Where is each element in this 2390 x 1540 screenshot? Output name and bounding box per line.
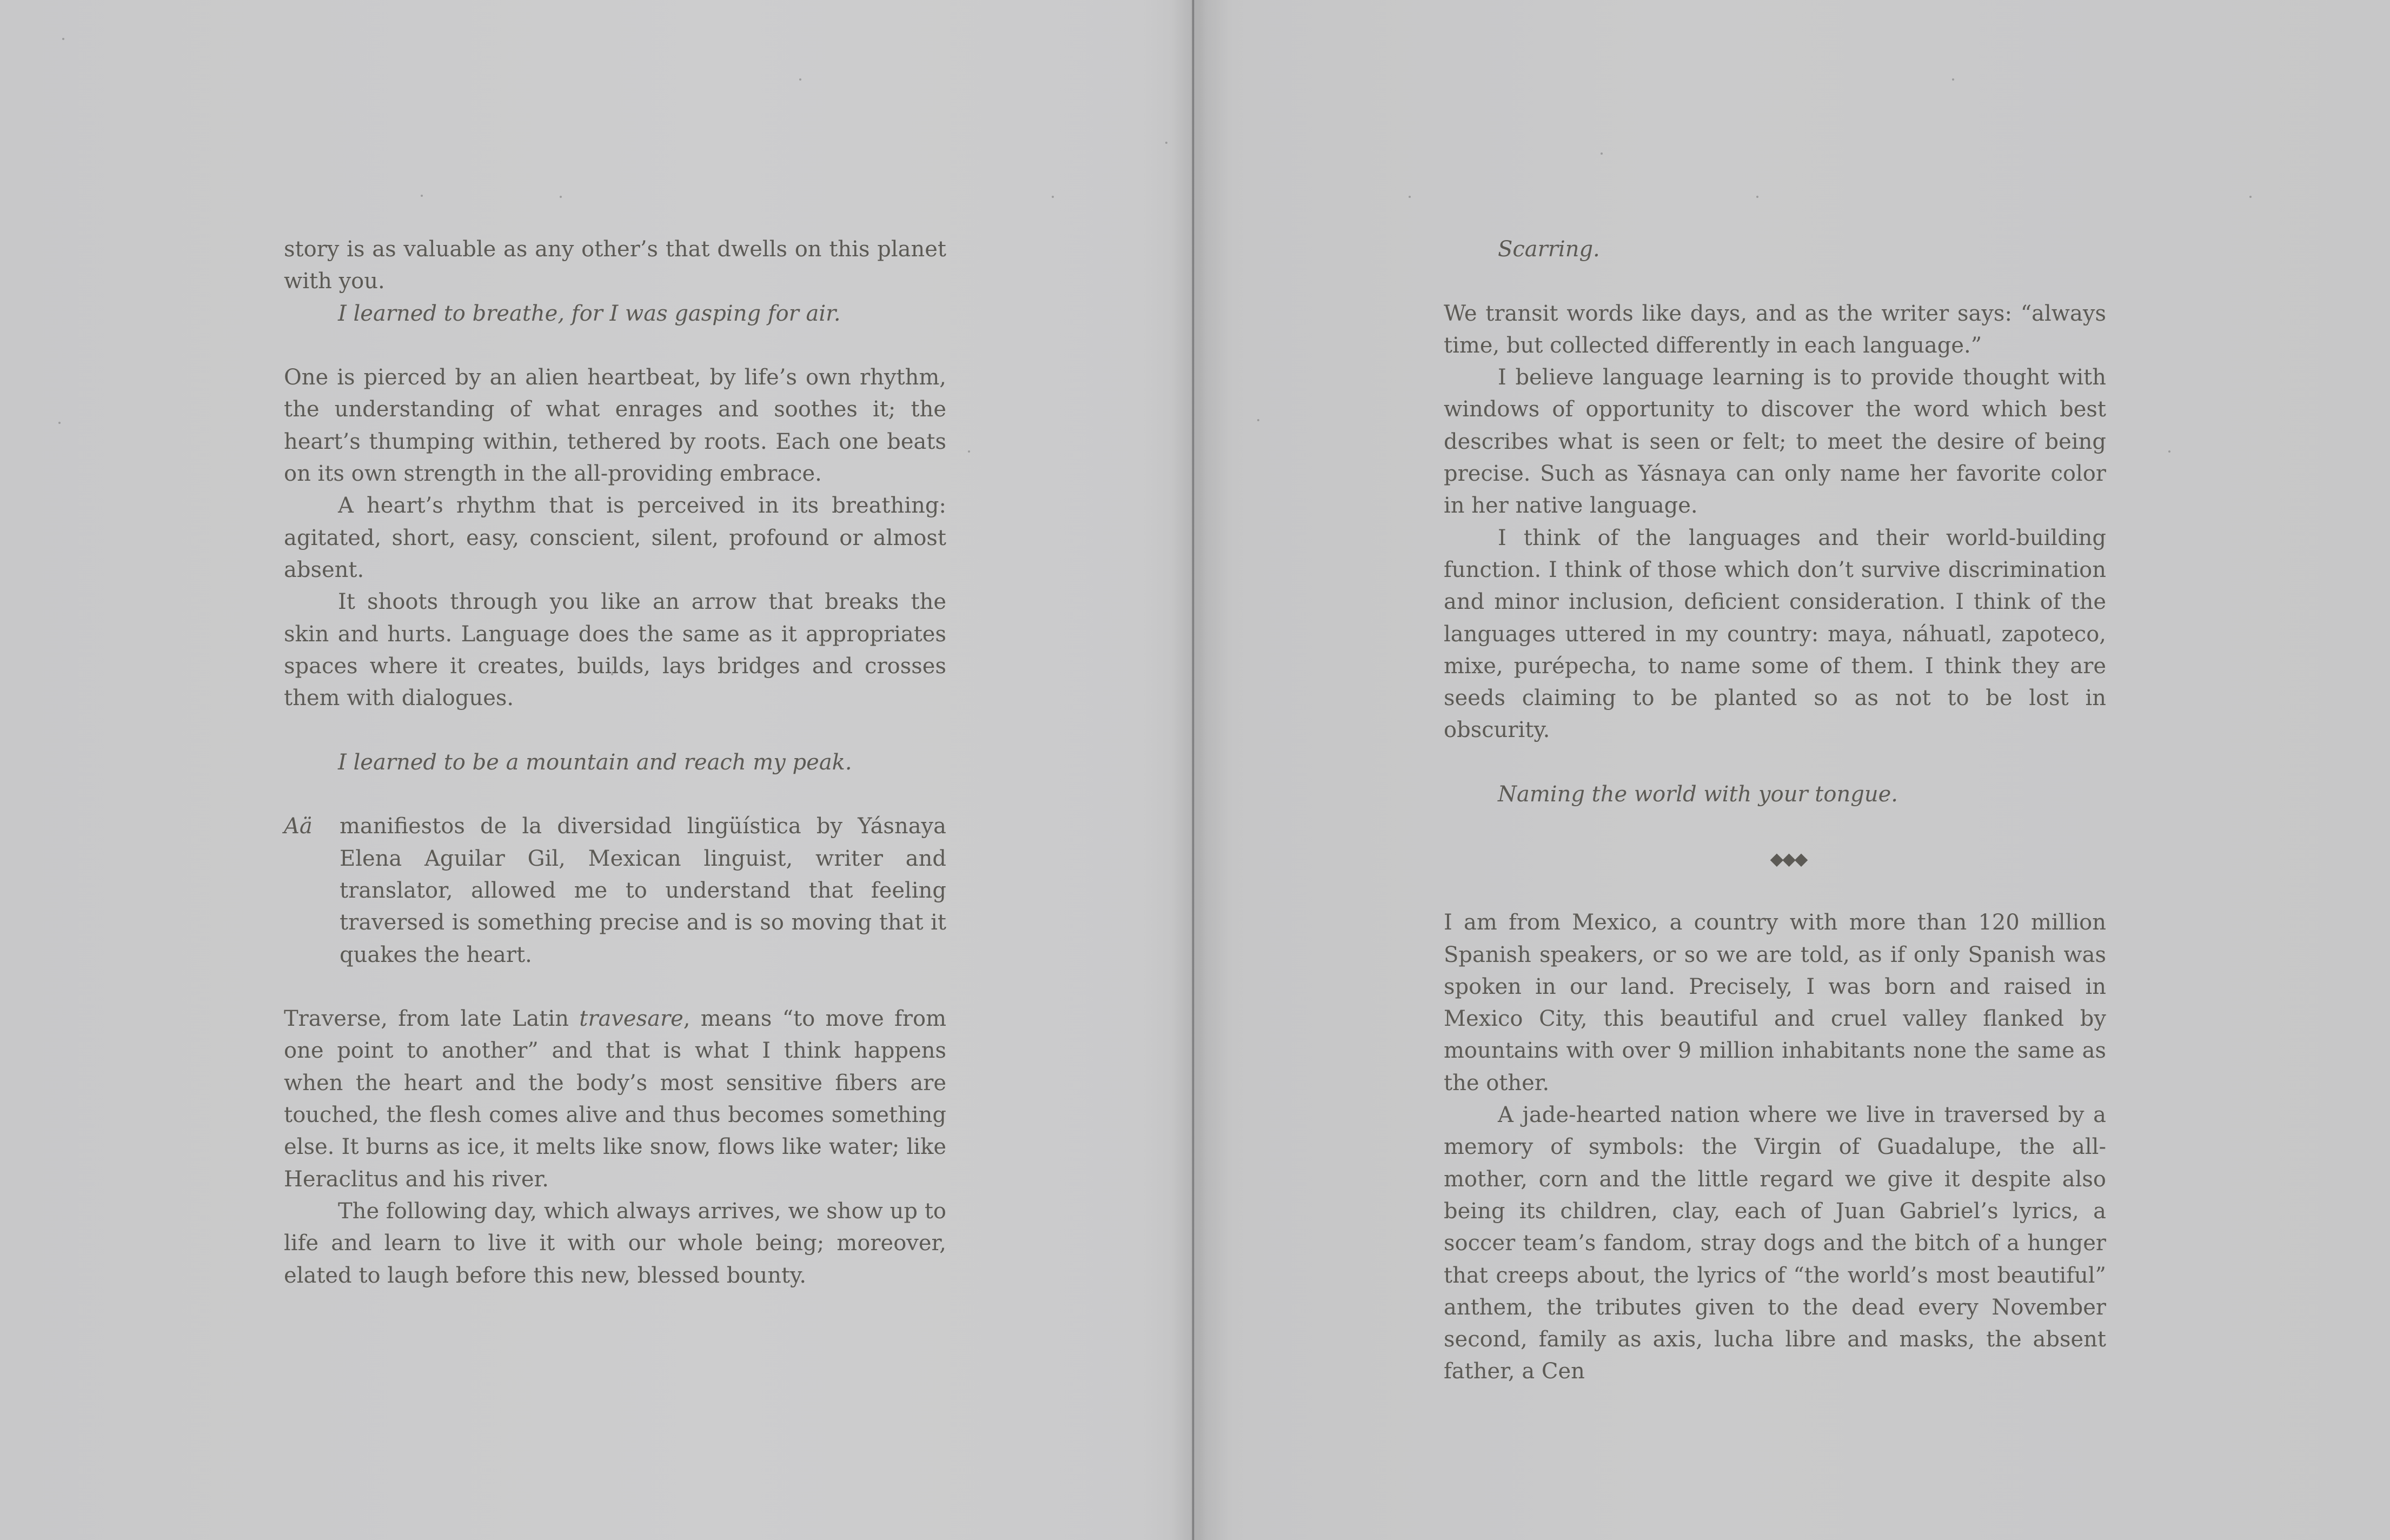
paper-speck (968, 450, 970, 453)
italic-refrain: Scarring. (1498, 237, 1600, 262)
paragraph: It shoots through you like an arrow that breaks the skin and hurts. Language does the same as it appropriates spaces where it creates, builds, lays bridges and crosses them with dialogues. (284, 589, 946, 711)
paragraph (284, 1003, 946, 1196)
italic-refrain: I learned to be a mountain and reach my peak. (338, 749, 852, 775)
paper-speck (421, 195, 423, 197)
paragraph: I believe language learning is to provide thought with windows of opportunity to discover the word which best describes what is seen or felt; to meet the desire of being precise. Such as Yásnaya can only name her favorite color in her native language. (1444, 365, 2106, 519)
paragraph: The following day, which always arrives, we show up to life and learn to live it with our whole being; moreover, elated to laugh before this new, blessed bounty. (284, 1198, 946, 1288)
blank-line (1444, 747, 2106, 779)
paper-speck (1257, 419, 1259, 421)
paper-speck (62, 38, 64, 40)
left-page (284, 234, 946, 1292)
blank-line (284, 330, 946, 362)
paper-speck (1601, 152, 1603, 155)
paper-speck (58, 422, 61, 424)
paper-speck (799, 78, 801, 81)
paragraph-end: , means “to move from one point to another” and that is what I think happens when the heart and the body’s most sensitive fibers are touched, the flesh comes alive and thus becomes something else. It burns as ice, it melts like snow, flows like water; like Heraclitus and his river. (284, 1006, 946, 1192)
paragraph-start: Traverse, from late Latin (284, 1006, 580, 1032)
note-text: manifiestos de la diversidad lingüística by Yásnaya Elena Aguilar Gil, Mexican linguist, writer and translator, allowed me to understand that feeling traversed is something precise and is so moving that it quakes the heart. (340, 814, 946, 967)
book-spine (1192, 0, 1194, 1540)
blank-line (284, 779, 946, 811)
paper-speck (2168, 450, 2170, 453)
paper-speck (1052, 196, 1054, 198)
book-note (284, 811, 946, 971)
latin-term: travesare (579, 1006, 683, 1032)
italic-refrain: I learned to breathe, for I was gasping for air. (338, 301, 841, 326)
paragraph: A jade-hearted nation where we live in traversed by a memory of symbols: the Virgin of Guadalupe, the all-mother, corn and the little regard we give it despite also being its children, clay, each of Juan Gabriel’s lyrics, a soccer team’s fandom, stray dogs and the bitch of a hunger that creeps about, the lyrics of “the world’s most beautiful” anthem, the tributes given to the dead every November second, family as axis, lucha libre and masks, the absent father, a Cen (1444, 1103, 2106, 1384)
spine-shadow (1141, 0, 1249, 1540)
paragraph: I think of the languages and their world-building function. I think of those which don’t survive discrimination and minor inclusion, deficient consideration. I think of the languages uttered in my country: maya, náhuatl, zapoteco, mixe, purépecha, to name some of them. I think they are seeds claiming to be planted so as not to be lost in obscurity. (1444, 525, 2106, 743)
paper-speck (560, 196, 562, 198)
blank-line (1444, 265, 2106, 297)
blank-line (284, 971, 946, 1003)
note-marker: Aä (284, 814, 313, 839)
paragraph: One is pierced by an alien heartbeat, by life’s own rhythm, the understanding of what enrages and soothes it; the heart’s thumping within, tethered by roots. Each one beats on its own strength in the all-providing embrace. (284, 365, 946, 487)
paper-speck (1409, 196, 1411, 198)
paper-speck (1952, 78, 1954, 81)
italic-refrain: Naming the world with your tongue. (1498, 782, 1898, 807)
right-page (1444, 234, 2106, 1388)
paragraph: We transit words like days, and as the writer says: “always time, but collected differently in each language.” (1444, 301, 2106, 358)
paragraph: A heart’s rhythm that is perceived in its breathing: agitated, short, easy, conscient, silent, profound or almost absent. (284, 493, 946, 582)
paper-speck (2249, 196, 2252, 198)
paragraph: story is as valuable as any other’s that dwells on this planet with you. (284, 237, 946, 294)
paragraph: I am from Mexico, a country with more than 120 million Spanish speakers, or so we are told, as if only Spanish was spoken in our land. Precisely, I was born and raised in Mexico City, this beautiful and cruel valley flanked by mountains with over 9 million inhabitants none the same as the other. (1444, 910, 2106, 1096)
blank-line (1444, 875, 2106, 907)
paper-speck (1756, 196, 1758, 198)
blank-line (284, 714, 946, 746)
blank-line (1444, 811, 2106, 842)
paper-speck (1165, 142, 1167, 144)
section-ornament: ◆◆◆ (1770, 848, 1807, 869)
